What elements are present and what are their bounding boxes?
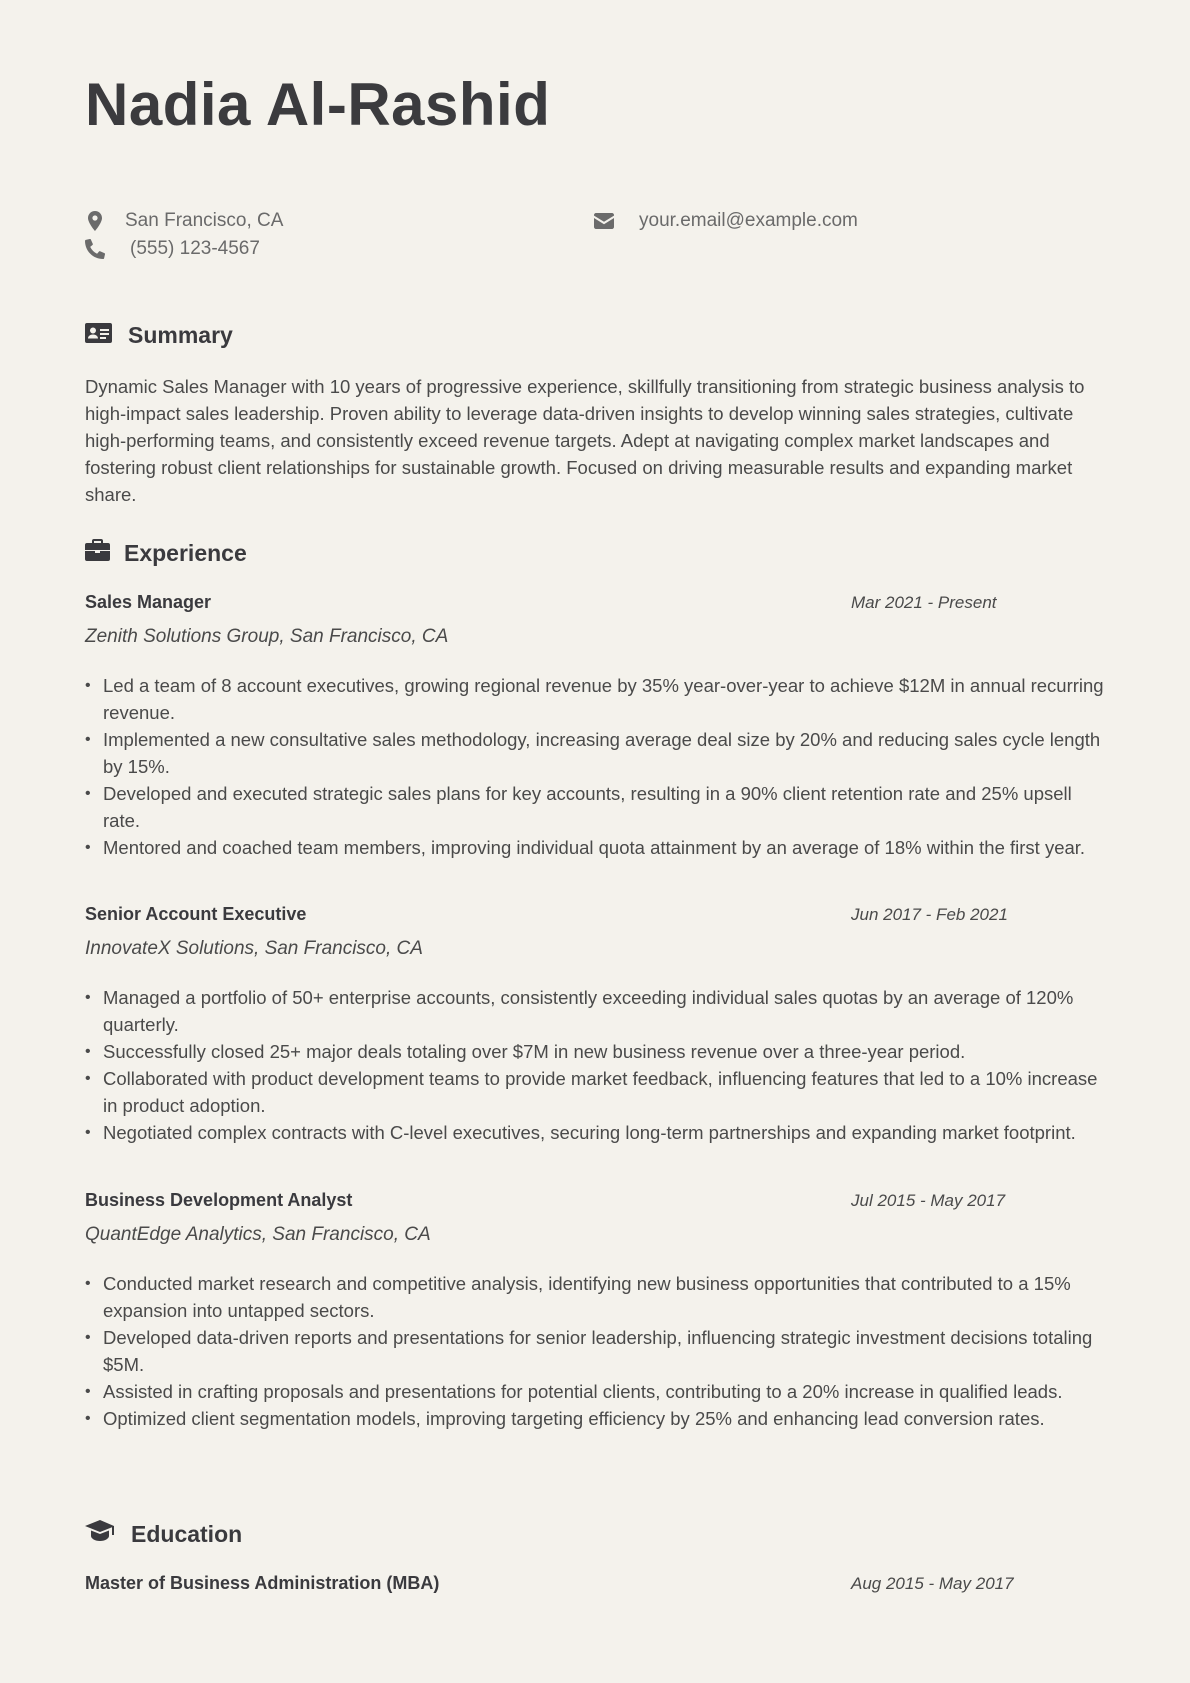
candidate-name: Nadia Al-Rashid: [85, 71, 551, 138]
experience-heading: [85, 539, 247, 567]
job-date: Mar 2021 - Present: [851, 593, 997, 612]
job-bullet: • Negotiated complex contracts with C-level executives, securing long-term partnerships and expanding market footprint.: [103, 1119, 1105, 1146]
job-bullet: • Optimized client segmentation models, improving targeting efficiency by 25% and enhancing lead conversion rates.: [103, 1405, 1105, 1432]
summary-text: Dynamic Sales Manager with 10 years of progressive experience, skillfully transitioning from strategic business analysis to high-impact sales leadership. Proven ability to leverage data-driven insights to develop winning sales strategies, cultivate high-performing teams, and consistently exceed revenue targets. Adept at navigating complex market landscapes and fostering robust client relationships for sustainable growth. Focused on driving measurable results and expanding market share.: [85, 376, 1085, 505]
summary-heading: [85, 322, 233, 349]
job-date: Jul 2015 - May 2017: [851, 1191, 1006, 1210]
job-company: InnovateX Solutions, San Francisco, CA: [85, 938, 423, 959]
job-bullet: • Developed and executed strategic sales plans for key accounts, resulting in a 90% client retention rate and 25% upsell rate.: [103, 780, 1105, 834]
job-bullet: • Collaborated with product development teams to provide market feedback, influencing features that led to a 10% increase in product adoption.: [103, 1065, 1105, 1119]
job-bullets: [85, 672, 1105, 861]
job-bullet: • Conducted market research and competitive analysis, identifying new business opportunities that contributed to a 15% expansion into untapped sectors.: [103, 1270, 1105, 1324]
job-company: QuantEdge Analytics, San Francisco, CA: [85, 1224, 431, 1245]
job-bullets: [85, 984, 1105, 1146]
phone-icon: [85, 239, 105, 259]
job-bullet: • Assisted in crafting proposals and presentations for potential clients, contributing to a 20% increase in qualified leads.: [103, 1378, 1105, 1405]
job-bullet: • Managed a portfolio of 50+ enterprise accounts, consistently exceeding individual sales quotas by an average of 120% quarterly.: [103, 984, 1105, 1038]
education-heading: [85, 1520, 242, 1548]
education-heading-label: Education: [131, 1520, 243, 1547]
location-text: San Francisco, CA: [125, 210, 284, 231]
briefcase-icon: [85, 539, 110, 567]
map-pin-icon: [85, 211, 105, 231]
job-bullet: • Led a team of 8 account executives, growing regional revenue by 35% year-over-year to achieve $12M in annual recurring revenue.: [103, 672, 1105, 726]
envelope-icon: [594, 211, 614, 231]
contact-phone: [85, 238, 260, 260]
id-card-icon: [85, 322, 112, 349]
contact-location: [85, 210, 283, 232]
experience-heading-label: Experience: [124, 539, 247, 566]
education-degree: Master of Business Administration (MBA): [85, 1573, 440, 1593]
job-title: Sales Manager: [85, 592, 212, 612]
phone-text: (555) 123-4567: [130, 238, 260, 259]
job-title: Business Development Analyst: [85, 1190, 353, 1210]
job-title: Senior Account Executive: [85, 904, 307, 924]
graduation-cap-icon: [85, 1520, 115, 1548]
contact-info: [85, 210, 1105, 270]
job-bullet: • Successfully closed 25+ major deals totaling over $7M in new business revenue over a three-year period.: [103, 1038, 1105, 1065]
job-bullet: • Mentored and coached team members, improving individual quota attainment by an average of 18% within the first year.: [103, 834, 1105, 861]
job-bullet: • Implemented a new consultative sales methodology, increasing average deal size by 20% and reducing sales cycle length by 15%.: [103, 726, 1105, 780]
email-text: your.email@example.com: [639, 210, 858, 231]
job-bullet: • Developed data-driven reports and presentations for senior leadership, influencing strategic investment decisions totaling $5M.: [103, 1324, 1105, 1378]
job-company: Zenith Solutions Group, San Francisco, CA: [85, 626, 449, 647]
education-date: Aug 2015 - May 2017: [851, 1574, 1014, 1593]
summary-heading-label: Summary: [128, 322, 233, 348]
contact-email: [594, 210, 858, 232]
job-bullets: [85, 1270, 1105, 1432]
job-date: Jun 2017 - Feb 2021: [851, 905, 1008, 924]
